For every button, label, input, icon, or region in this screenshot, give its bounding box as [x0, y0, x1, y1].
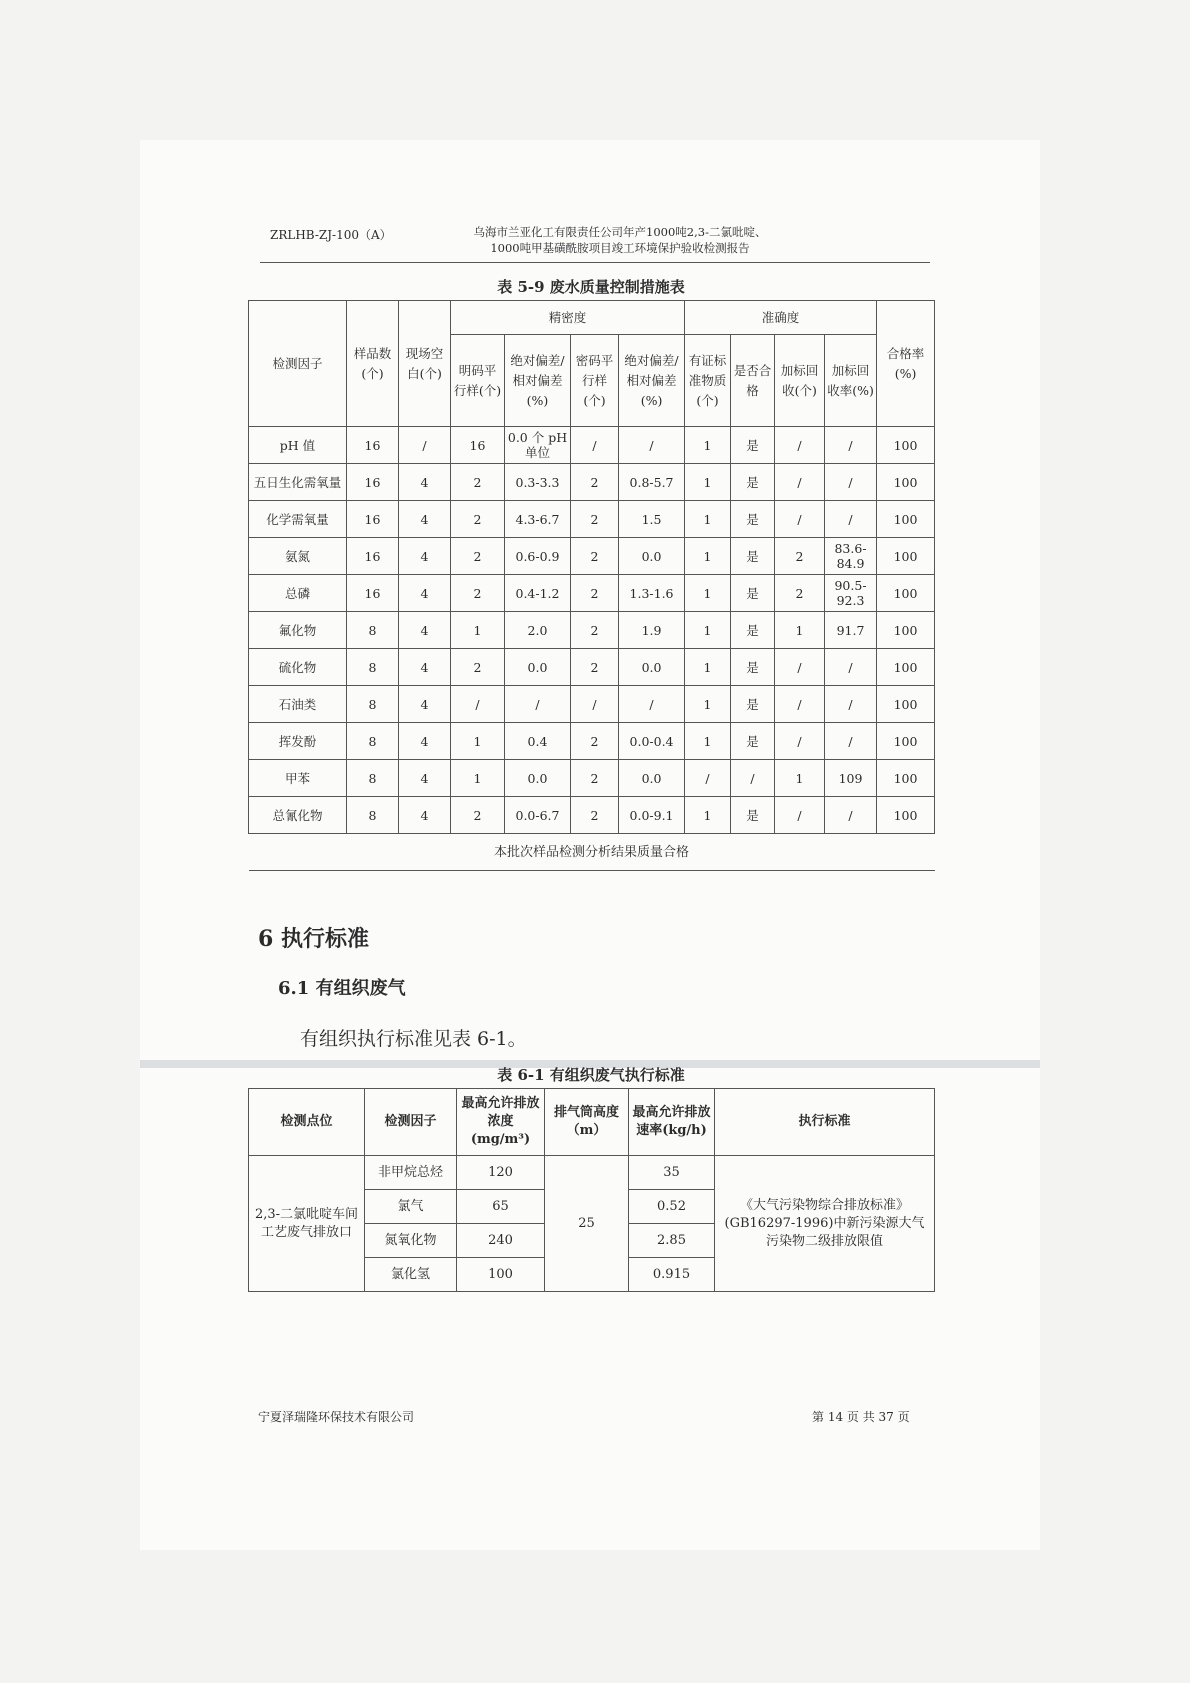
table-cell: / — [571, 686, 619, 723]
table-cell: 16 — [347, 501, 399, 538]
table-cell: / — [825, 723, 877, 760]
report-title-line2: 1000吨甲基磺酰胺项目竣工环境保护验收检测报告 — [490, 241, 750, 255]
table-cell: / — [825, 649, 877, 686]
cell-rate: 35 — [629, 1156, 715, 1190]
table-cell: pH 值 — [249, 427, 347, 464]
table-cell: 1 — [685, 612, 731, 649]
table-cell: 1 — [685, 797, 731, 834]
table-cell: 是 — [731, 797, 775, 834]
header-sub: 明码平行样(个) — [451, 335, 505, 427]
table-cell: 石油类 — [249, 686, 347, 723]
cell-standard: 《大气污染物综合排放标准》(GB16297-1996)中新污染源大气污染物二级排放限值 — [715, 1156, 935, 1292]
report-code: ZRLHB-ZJ-100（A） — [270, 228, 392, 242]
table-cell: 109 — [825, 760, 877, 797]
table-cell: / — [775, 723, 825, 760]
cell-concentration: 120 — [457, 1156, 545, 1190]
cell-factor: 非甲烷总烃 — [365, 1156, 457, 1190]
table-cell: 0.0 — [505, 760, 571, 797]
table-cell: 2 — [571, 575, 619, 612]
section-heading: 6 执行标准 — [258, 926, 369, 952]
table-5-9-caption: 表 5-9 废水质量控制措施表 — [497, 278, 685, 296]
header-pass-rate: 合格率(%) — [877, 301, 935, 427]
footer-company: 宁夏泽瑞隆环保技术有限公司 — [258, 1410, 415, 1424]
table-cell: 2 — [571, 464, 619, 501]
table-cell: 16 — [347, 575, 399, 612]
cell-rate: 0.52 — [629, 1190, 715, 1224]
header-sub: 绝对偏差/相对偏差(%) — [619, 335, 685, 427]
report-title-line1: 乌海市兰亚化工有限责任公司年产1000吨2,3-二氯吡啶、 — [473, 225, 767, 239]
header-sub: 加标回收率(%) — [825, 335, 877, 427]
table-cell: / — [825, 797, 877, 834]
table-row — [249, 649, 935, 686]
header-concentration: 最高允许排放浓度(mg/m³) — [457, 1089, 545, 1156]
table-cell: 8 — [347, 760, 399, 797]
table-cell: 2 — [571, 612, 619, 649]
table-cell: 0.3-3.3 — [505, 464, 571, 501]
table-cell: 4.3-6.7 — [505, 501, 571, 538]
table-cell: 2 — [451, 649, 505, 686]
table-cell: 4 — [399, 686, 451, 723]
table-cell: 0.4-1.2 — [505, 575, 571, 612]
table-cell: 是 — [731, 538, 775, 575]
table-cell: 16 — [347, 464, 399, 501]
table-cell: 2 — [571, 501, 619, 538]
table-cell: 100 — [877, 427, 935, 464]
table-cell: 是 — [731, 612, 775, 649]
table-row — [249, 612, 935, 649]
table-cell: 0.0 个 pH 单位 — [505, 427, 571, 464]
table-row — [249, 538, 935, 575]
table-cell: 1 — [451, 723, 505, 760]
table-cell: 是 — [731, 649, 775, 686]
table-cell: 硫化物 — [249, 649, 347, 686]
header-standard: 执行标准 — [715, 1089, 935, 1156]
table-cell: 1 — [685, 501, 731, 538]
table-cell: 2 — [451, 501, 505, 538]
table-cell: 100 — [877, 797, 935, 834]
cell-factor: 氮氧化物 — [365, 1224, 457, 1258]
table-cell: 五日生化需氧量 — [249, 464, 347, 501]
table-cell: 100 — [877, 575, 935, 612]
table-cell: 4 — [399, 612, 451, 649]
table-cell: 2.0 — [505, 612, 571, 649]
table-cell: 是 — [731, 723, 775, 760]
table-cell: / — [571, 427, 619, 464]
table-cell: 0.0 — [619, 760, 685, 797]
table-row — [249, 575, 935, 612]
table-cell: 2 — [451, 538, 505, 575]
table-cell: / — [685, 760, 731, 797]
table-cell: 0.0-9.1 — [619, 797, 685, 834]
table-cell: / — [775, 464, 825, 501]
table-5-9 — [248, 300, 935, 871]
subsection-heading: 6.1 有组织废气 — [278, 978, 406, 999]
table-cell: 是 — [731, 575, 775, 612]
table-row — [249, 797, 935, 834]
table-cell: / — [505, 686, 571, 723]
table-cell: 2 — [451, 575, 505, 612]
header-samples: 样品数(个) — [347, 301, 399, 427]
table-cell: 100 — [877, 760, 935, 797]
cell-rate: 2.85 — [629, 1224, 715, 1258]
footer-page-number: 第 14 页 共 37 页 — [812, 1410, 910, 1424]
table-cell: / — [399, 427, 451, 464]
table-cell: 1 — [451, 612, 505, 649]
table-cell: 2 — [451, 464, 505, 501]
table-cell: 4 — [399, 649, 451, 686]
table-cell: 100 — [877, 501, 935, 538]
table-cell: 1 — [685, 538, 731, 575]
table-cell: 4 — [399, 464, 451, 501]
table-cell: 1 — [775, 760, 825, 797]
header-accuracy: 准确度 — [685, 301, 877, 335]
table-cell: 1 — [685, 427, 731, 464]
table-cell: 2 — [571, 760, 619, 797]
table-cell: / — [775, 501, 825, 538]
header-sub: 加标回收(个) — [775, 335, 825, 427]
table-cell: 8 — [347, 612, 399, 649]
table-cell: 100 — [877, 723, 935, 760]
table-cell: 0.6-0.9 — [505, 538, 571, 575]
table-cell: 化学需氧量 — [249, 501, 347, 538]
table-cell: 2 — [571, 723, 619, 760]
table-cell: 2 — [775, 538, 825, 575]
header-height: 排气筒高度（m） — [545, 1089, 629, 1156]
table-cell: 1 — [775, 612, 825, 649]
table-cell: 1 — [685, 575, 731, 612]
table-cell: 2 — [571, 538, 619, 575]
table-cell: 2 — [571, 797, 619, 834]
table-cell: 4 — [399, 575, 451, 612]
table-cell: 1 — [451, 760, 505, 797]
table-cell: / — [825, 501, 877, 538]
table-cell: 0.0 — [619, 649, 685, 686]
table-cell: 是 — [731, 464, 775, 501]
table-row — [249, 686, 935, 723]
header-precision: 精密度 — [451, 301, 685, 335]
table-row — [249, 464, 935, 501]
table-cell: 是 — [731, 427, 775, 464]
header-sub: 有证标准物质(个) — [685, 335, 731, 427]
table-cell: 1 — [685, 649, 731, 686]
table-cell: 是 — [731, 686, 775, 723]
table-cell: 100 — [877, 538, 935, 575]
table-cell: 0.0 — [505, 649, 571, 686]
table-cell: 4 — [399, 501, 451, 538]
table-row — [249, 760, 935, 797]
table-cell: 1 — [685, 464, 731, 501]
table-row — [249, 501, 935, 538]
cell-height: 25 — [545, 1156, 629, 1292]
header-divider — [260, 262, 930, 263]
header-factor: 检测因子 — [365, 1089, 457, 1156]
table-cell: 1.3-1.6 — [619, 575, 685, 612]
table-cell: 是 — [731, 501, 775, 538]
table-cell: 4 — [399, 538, 451, 575]
cell-factor: 氯气 — [365, 1190, 457, 1224]
table-cell: 91.7 — [825, 612, 877, 649]
table-cell: 0.4 — [505, 723, 571, 760]
table-cell: / — [775, 649, 825, 686]
table-cell: 总氰化物 — [249, 797, 347, 834]
table-cell: 1.5 — [619, 501, 685, 538]
report-title — [420, 224, 820, 256]
cell-concentration: 240 — [457, 1224, 545, 1258]
table-cell: 8 — [347, 797, 399, 834]
table-cell: 16 — [451, 427, 505, 464]
section-paragraph: 有组织执行标准见表 6-1。 — [300, 1028, 527, 1050]
table-row — [249, 723, 935, 760]
cell-factor: 氯化氢 — [365, 1258, 457, 1292]
header-blank: 现场空白(个) — [399, 301, 451, 427]
header-sub: 是否合格 — [731, 335, 775, 427]
cell-rate: 0.915 — [629, 1258, 715, 1292]
table-cell: 8 — [347, 649, 399, 686]
table-cell: 0.0-0.4 — [619, 723, 685, 760]
table-cell: 1 — [685, 723, 731, 760]
header-sub: 密码平行样(个) — [571, 335, 619, 427]
table-cell: 甲苯 — [249, 760, 347, 797]
table-cell: 0.8-5.7 — [619, 464, 685, 501]
cell-concentration: 100 — [457, 1258, 545, 1292]
table-cell: 90.5-92.3 — [825, 575, 877, 612]
table-cell: / — [775, 427, 825, 464]
table-cell: 83.6-84.9 — [825, 538, 877, 575]
table-6-1 — [248, 1088, 935, 1292]
header-rate: 最高允许排放速率(kg/h) — [629, 1089, 715, 1156]
table-cell: / — [619, 427, 685, 464]
table-cell: / — [731, 760, 775, 797]
cell-location: 2,3-二氯吡啶车间工艺废气排放口 — [249, 1156, 365, 1292]
header-location: 检测点位 — [249, 1089, 365, 1156]
table-cell: / — [775, 686, 825, 723]
table-cell: / — [775, 797, 825, 834]
table-cell: 1.9 — [619, 612, 685, 649]
table-cell: 16 — [347, 427, 399, 464]
table-cell: / — [825, 427, 877, 464]
table-cell: 8 — [347, 723, 399, 760]
table-cell: 4 — [399, 723, 451, 760]
table-cell: / — [619, 686, 685, 723]
table-cell: 0.0-6.7 — [505, 797, 571, 834]
table-cell: 氨氮 — [249, 538, 347, 575]
table-cell: 100 — [877, 464, 935, 501]
table-row — [249, 427, 935, 464]
table-cell: 2 — [571, 649, 619, 686]
table-cell: 100 — [877, 686, 935, 723]
cell-concentration: 65 — [457, 1190, 545, 1224]
table-cell: 2 — [775, 575, 825, 612]
table-cell: / — [451, 686, 505, 723]
table-5-9-footer: 本批次样品检测分析结果质量合格 — [249, 834, 935, 871]
table-cell: / — [825, 686, 877, 723]
header-sub: 绝对偏差/相对偏差(%) — [505, 335, 571, 427]
table-cell: 1 — [685, 686, 731, 723]
table-cell: 氟化物 — [249, 612, 347, 649]
table-cell: / — [825, 464, 877, 501]
table-cell: 4 — [399, 760, 451, 797]
table-cell: 挥发酚 — [249, 723, 347, 760]
table-cell: 4 — [399, 797, 451, 834]
table-cell: 8 — [347, 686, 399, 723]
table-6-1-caption: 表 6-1 有组织废气执行标准 — [497, 1066, 685, 1084]
table-cell: 0.0 — [619, 538, 685, 575]
table-cell: 100 — [877, 612, 935, 649]
table-cell: 100 — [877, 649, 935, 686]
table-cell: 总磷 — [249, 575, 347, 612]
table-cell: 16 — [347, 538, 399, 575]
header-factor: 检测因子 — [249, 301, 347, 427]
table-cell: 2 — [451, 797, 505, 834]
